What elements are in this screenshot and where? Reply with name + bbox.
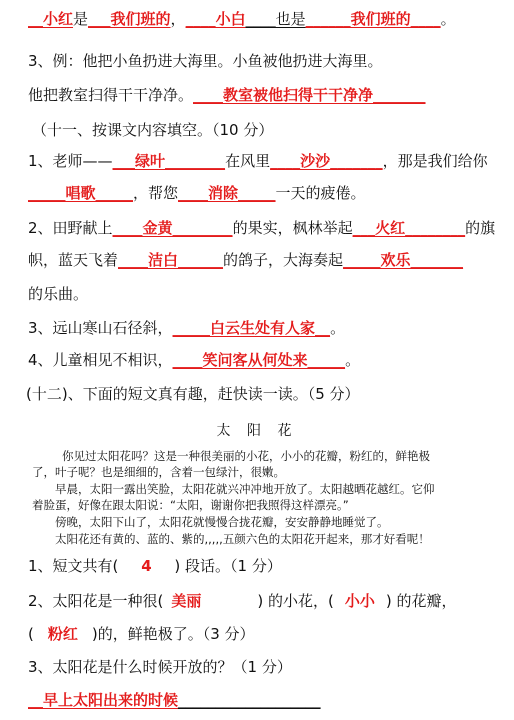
answer-green-leaf: ___绿叶________ — [112, 152, 226, 170]
text: 3、远山寒山石径斜， — [28, 319, 173, 337]
text: 。 — [330, 319, 346, 337]
text: 的鸽子，大海奏起 — [223, 251, 344, 269]
text: ) 段话。（1 分） — [174, 557, 282, 575]
reading-q3: 3、太阳花是什么时候开放的？（1 分） — [28, 658, 292, 676]
answer-white: ____洁白______ — [118, 251, 224, 269]
text: 2、田野献上 — [28, 219, 113, 237]
text: 一天的疲倦。 — [275, 184, 366, 202]
answer-golden: ____金黄________ — [112, 219, 233, 237]
answer-our-class: ___我们班的 — [88, 10, 171, 28]
reading-q3-answer — [28, 690, 321, 710]
q2-line-2 — [28, 250, 463, 270]
answer-xiaobai: ____小白 — [185, 10, 246, 28]
answer-morning: __早上太阳出来的时候 — [28, 691, 179, 709]
rewrite-answer: ____教室被他扫得干干净净_______ — [193, 86, 426, 104]
answer-joy: _____欢乐_______ — [343, 251, 464, 269]
story-line-6: 太阳花还有黄的、蓝的、紫的,,,,,五颜六色的太阳花开起来，那才好看呢！ — [55, 532, 430, 546]
rewrite-line — [28, 85, 426, 105]
answer-poem-3: _____白云生处有人家__ — [172, 319, 331, 337]
text: 的旗 — [465, 219, 496, 237]
text: ，帮您 — [133, 184, 179, 202]
answer-pink: 粉红 — [47, 625, 78, 643]
story-line-4: 着脸蛋，好像在跟太阳说：“太阳，谢谢你把我照得这样漂亮。” — [32, 498, 349, 512]
answer-underline-tail: ___________________ — [178, 691, 321, 709]
answer-shasha: ____沙沙_______ — [270, 152, 383, 170]
answer-xiaohong: __小红 — [28, 10, 74, 28]
text: ) 的小花，( — [257, 592, 334, 610]
text: 2、太阳花是一种很( — [28, 592, 164, 610]
q1-line-1 — [28, 151, 488, 171]
text: 4、儿童相见不相识， — [28, 351, 173, 369]
fill-line-1 — [28, 9, 456, 29]
q1-line-2 — [28, 183, 366, 203]
reading-q1 — [28, 556, 282, 576]
section-11-heading: （十一、按课文内容填空。（10 分） — [32, 121, 274, 139]
answer-tiny: 小小 — [344, 592, 375, 610]
text: 是 — [73, 10, 89, 28]
text: 1、短文共有( — [28, 557, 119, 575]
q3-line — [28, 318, 345, 338]
text: 帜，蓝天飞着 — [28, 251, 119, 269]
reading-q2-line-1 — [28, 591, 457, 611]
text: ) 的花瓣， — [385, 592, 457, 610]
text: 在风里 — [225, 152, 271, 170]
story-line-1: 你见过太阳花吗？这是一种很美丽的小花，小小的花瓣，粉红的，鲜艳极 — [62, 449, 430, 463]
section-12-heading: (十二)、下面的短文真有趣，赶快读一读。（5 分） — [26, 385, 360, 403]
q4-line — [28, 350, 360, 370]
story-title: 太 阳 花 — [216, 423, 298, 439]
prompt-sentence: 他把教室扫得干干净净。 — [28, 86, 194, 104]
answer-paragraph-count: 4 — [141, 557, 152, 575]
text: 。 — [440, 10, 456, 28]
text: ， — [170, 10, 186, 28]
q2-line-1 — [28, 218, 495, 238]
answer-remove: ____消除_____ — [178, 184, 276, 202]
text: )的，鲜艳极了。（3 分） — [91, 625, 255, 643]
story-line-3: 早晨，太阳一露出笑脸，太阳花就兴冲冲地开放了。太阳越晒花越红。它仰 — [55, 482, 435, 496]
text: 的果实，枫林举起 — [232, 219, 353, 237]
story-line-5: 傍晚，太阳下山了，太阳花就慢慢合拢花瓣，安安静静地睡觉了。 — [55, 515, 389, 529]
text: 1、老师—— — [28, 152, 113, 170]
story-line-2: 了，叶子呢？也是细细的，含着一包绿汁，很嫩。 — [32, 465, 285, 479]
text: 。 — [345, 351, 361, 369]
answer-sing: _____唱歌_____ — [28, 184, 134, 202]
answer-our-class-2: ______我们班的____ — [305, 10, 441, 28]
reading-q2-line-2 — [28, 624, 255, 644]
answer-beautiful: 美丽 — [171, 592, 202, 610]
example-line: 3、例：他把小鱼扔进大海里。小鱼被他扔进大海里。 — [28, 52, 383, 70]
text: ，那是我们给你 — [382, 152, 488, 170]
text: ( — [28, 625, 34, 643]
text: ____也是 — [245, 10, 306, 28]
q2-line-3: 的乐曲。 — [28, 285, 89, 303]
answer-fiery-red: ___火红________ — [352, 219, 466, 237]
answer-poem-4: ____笑问客从何处来_____ — [172, 351, 346, 369]
